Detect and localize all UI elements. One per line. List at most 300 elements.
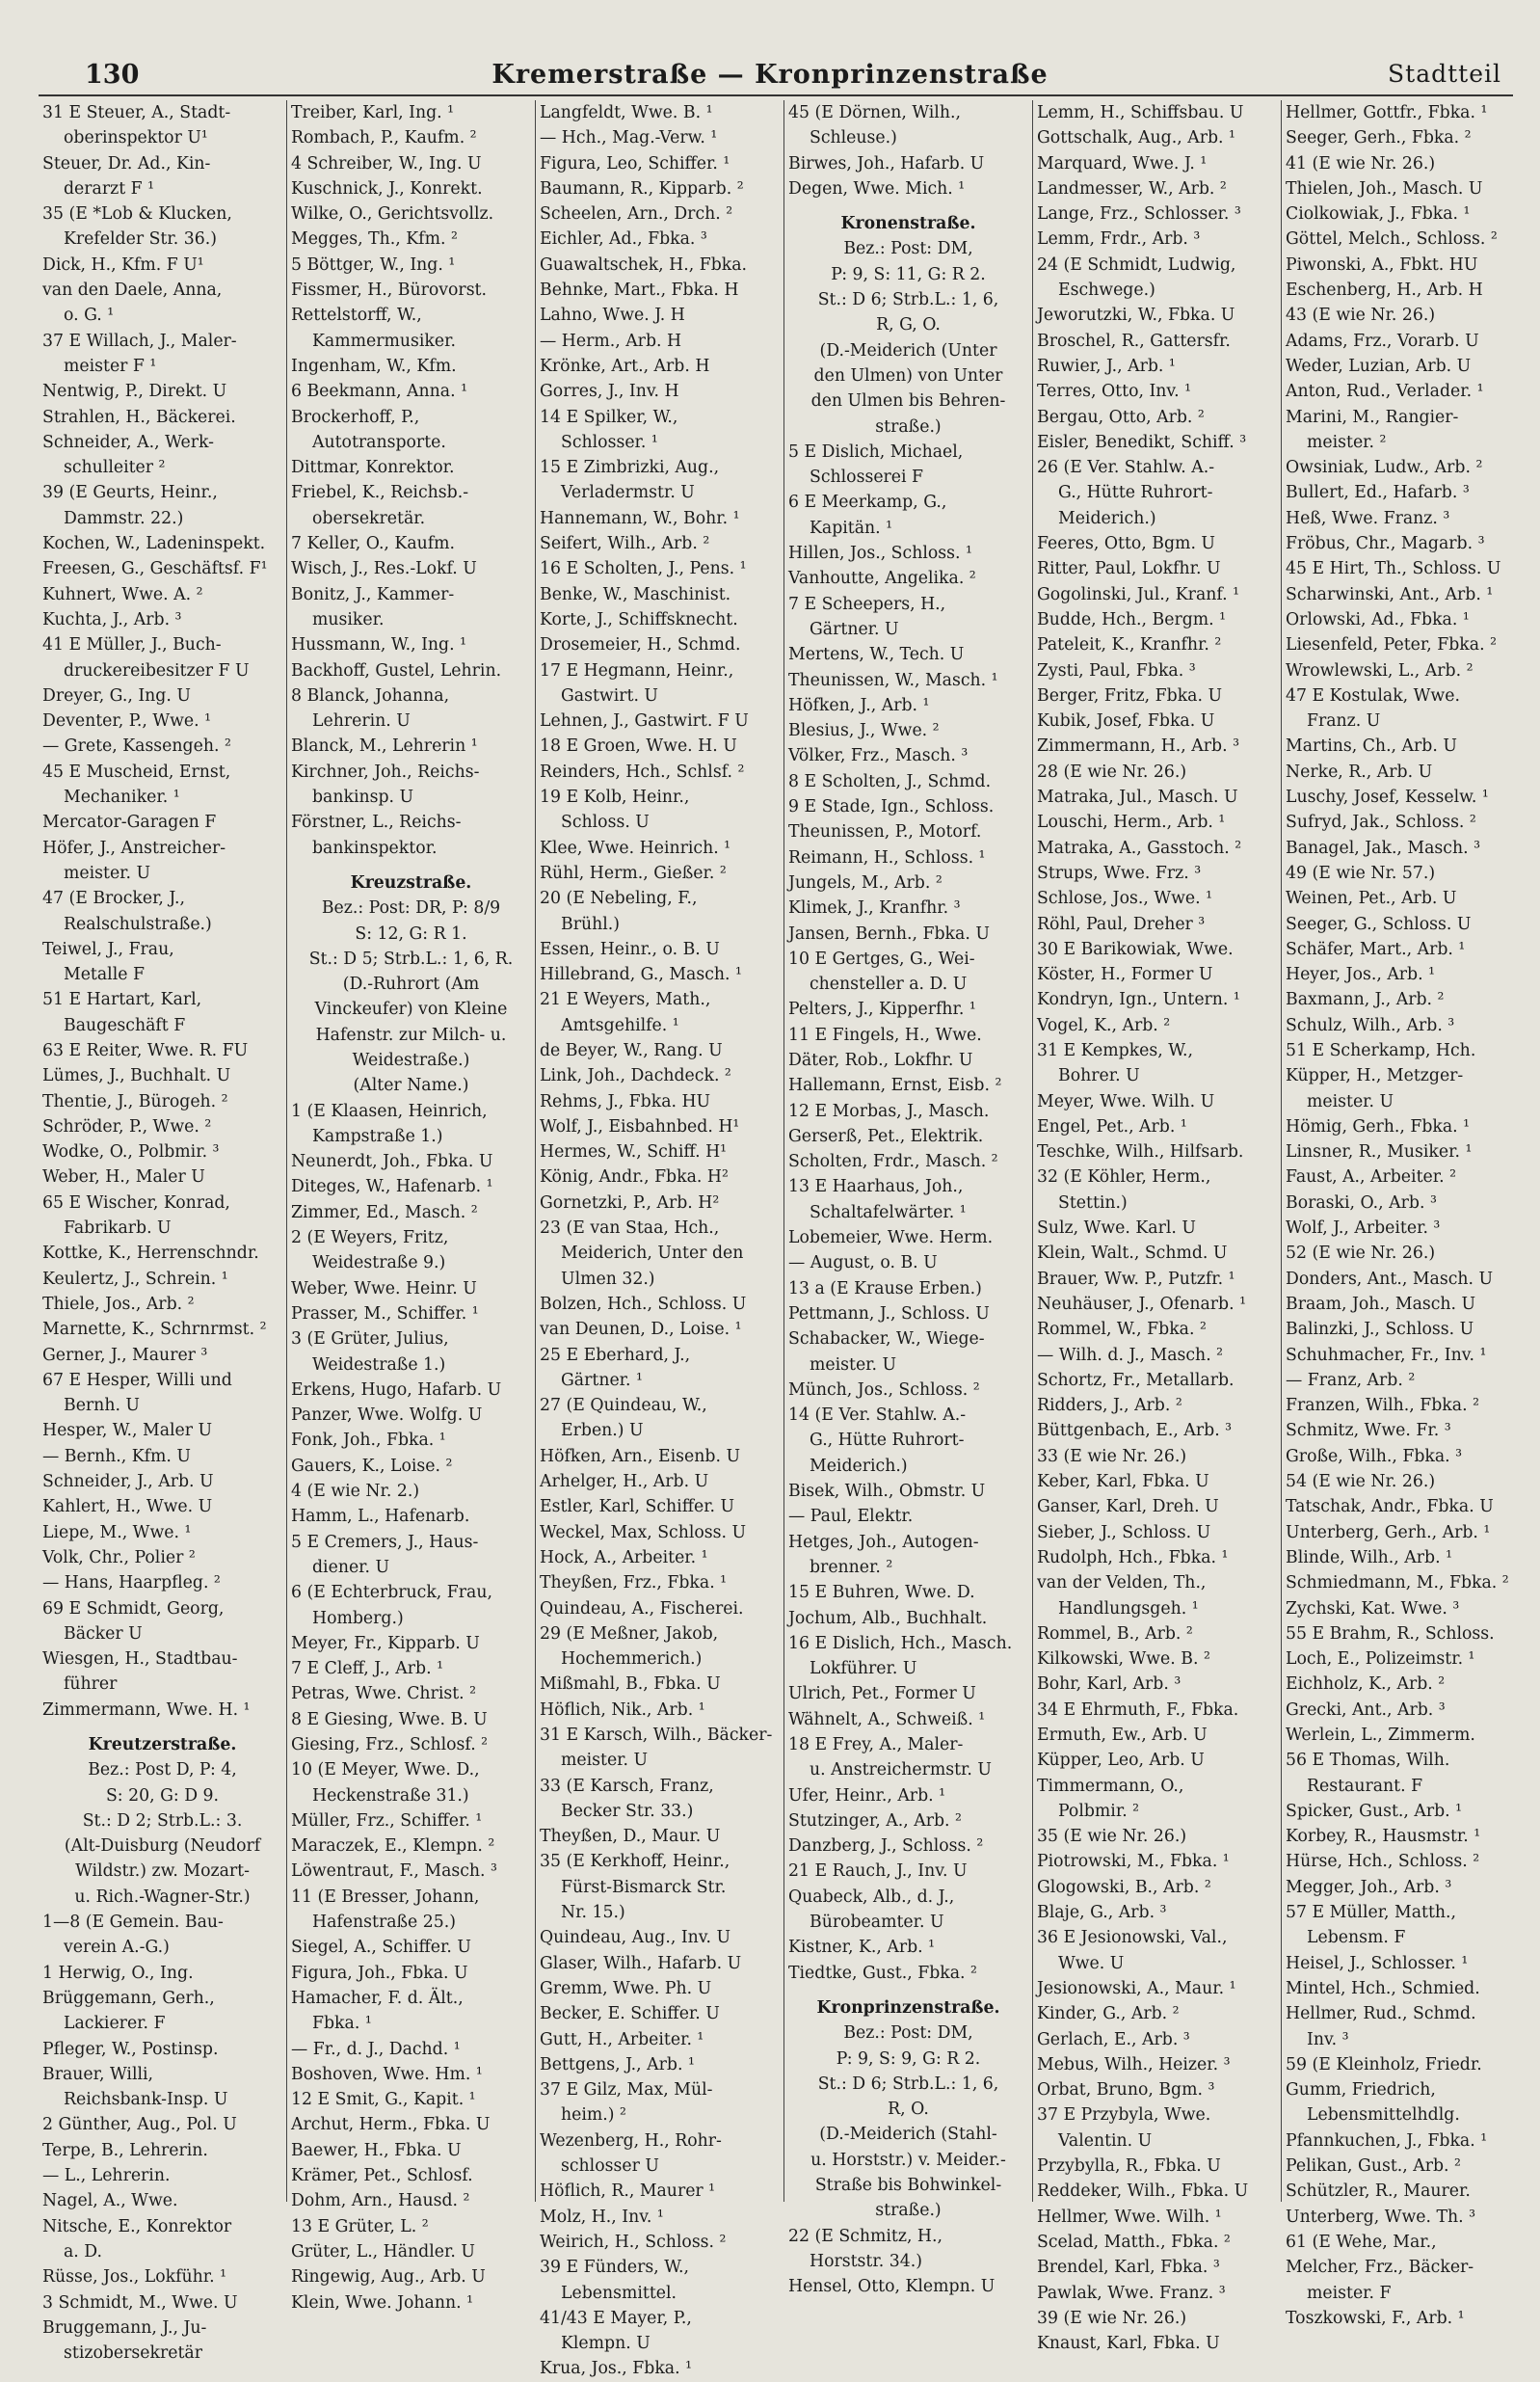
directory-entry-line: Schmiedmann, M., Fbka. ² — [1286, 1573, 1509, 1593]
directory-entry-line: Völker, Frz., Masch. ³ — [788, 746, 969, 766]
directory-entry-line: 45 E Hirt, Th., Schloss. U — [1286, 559, 1501, 579]
directory-entry-line: Scheelen, Arn., Drch. ² — [540, 204, 733, 225]
directory-entry-line: Reichsbank-Insp. U — [64, 2090, 228, 2110]
directory-entry-line: Rühl, Herm., Gießer. ² — [540, 863, 727, 883]
directory-entry-line: oberinspektor U¹ — [64, 128, 208, 148]
directory-entry-line: 51 E Scherkamp, Hch. — [1286, 1040, 1476, 1060]
directory-entry-line: Essen, Heinr., o. B. U — [540, 939, 720, 959]
directory-entry-line: Langfeldt, Wwe. B. ¹ — [540, 103, 713, 122]
directory-entry-line: Thentie, J., Bürogeh. ² — [42, 1091, 228, 1111]
directory-entry-line: Zychski, Kat. Wwe. ³ — [1286, 1598, 1460, 1619]
directory-entry-line: Louschi, Herm., Arb. ¹ — [1037, 813, 1226, 833]
directory-entry-line: 7 E Scheepers, H., — [788, 594, 946, 614]
directory-entry-line: Maraczek, E., Klempn. ² — [291, 1836, 495, 1857]
directory-entry-line: 33 (E Karsch, Franz, — [540, 1776, 714, 1796]
directory-entry-line: Brüggemann, Gerh., — [42, 1988, 215, 2008]
directory-entry-line: Köster, H., Former U — [1037, 965, 1213, 985]
directory-entry-line: Tiedtke, Gust., Fbka. ² — [788, 1963, 977, 1983]
directory-entry-line: 41 E Müller, J., Buch- — [42, 635, 222, 656]
directory-entry-line: 26 (E Ver. Stahlw. A.- — [1037, 458, 1215, 478]
directory-entry-line: Klimek, J., Kranfhr. ³ — [788, 898, 961, 919]
directory-entry-line: Melcher, Frz., Bäcker- — [1286, 2258, 1474, 2278]
directory-entry-line: Birwes, Joh., Hafarb. U — [788, 153, 985, 174]
directory-entry-line: Kinder, G., Arb. ² — [1037, 2004, 1180, 2024]
directory-entry-line: Gauers, K., Loise. ² — [291, 1456, 453, 1476]
directory-entry-line: 61 (E Wehe, Mar., — [1286, 2232, 1437, 2252]
directory-entry-line: — Franz, Arb. ² — [1286, 1370, 1416, 1390]
directory-entry-line: führer — [64, 1674, 118, 1695]
directory-entry-line: Matraka, A., Gasstoch. ² — [1037, 838, 1242, 858]
directory-entry-line: Reimann, H., Schloss. ¹ — [788, 847, 986, 868]
column-6 — [1282, 100, 1530, 2328]
directory-entry-line: Marquard, Wwe. J. ¹ — [1037, 153, 1208, 174]
directory-entry-line: Rüsse, Jos., Lokführ. ¹ — [42, 2267, 227, 2288]
directory-entry-line: Gastwirt. U — [561, 685, 658, 706]
directory-entry-line: Nentwig, P., Direkt. U — [42, 382, 227, 402]
directory-columns — [39, 100, 1532, 2379]
street-info-line: R, G, O. — [876, 315, 941, 335]
directory-entry-line: 3 Schmidt, M., Wwe. U — [42, 2292, 238, 2313]
directory-entry-line: Krönke, Art., Arb. H — [540, 356, 710, 376]
directory-entry-line: Blaje, G., Arb. ³ — [1037, 1903, 1167, 1923]
directory-entry-line: 54 (E wie Nr. 26.) — [1286, 1472, 1436, 1492]
directory-entry-line: Piwonski, A., Fbkt. HU — [1286, 254, 1478, 275]
directory-entry-line: 1—8 (E Gemein. Bau- — [42, 1913, 224, 1933]
directory-entry-line: Link, Joh., Dachdeck. ² — [540, 1066, 731, 1086]
directory-entry-line: Ruwier, J., Arb. ¹ — [1037, 356, 1176, 376]
directory-entry-line: Rombach, P., Kaufm. ² — [291, 128, 477, 148]
directory-entry-line: Scholten, Frdr., Masch. ² — [788, 1152, 998, 1172]
section-label: Stadtteil — [1388, 60, 1501, 88]
directory-entry-line: Schulz, Wilh., Arb. ³ — [1286, 1015, 1455, 1035]
directory-entry-line: Bernh. U — [64, 1396, 140, 1416]
directory-entry-line: Küpper, Leo, Arb. U — [1037, 1751, 1205, 1771]
directory-entry-line: Bruggemann, J., Ju- — [42, 2317, 207, 2338]
directory-entry-line: Petras, Wwe. Christ. ² — [291, 1684, 477, 1704]
directory-entry-line: Arhelger, H., Arb. U — [540, 1472, 709, 1492]
directory-entry-line: bankinsp. U — [312, 788, 414, 808]
directory-entry-line: meister. U — [64, 863, 151, 883]
directory-entry-line: Pfleger, W., Postinsp. — [42, 2039, 219, 2059]
directory-entry-line: Kuschnick, J., Konrekt. — [291, 178, 483, 199]
directory-entry-line: Weber, Wwe. Heinr. U — [291, 1278, 477, 1298]
directory-entry-line: Weirich, H., Schloss. ² — [540, 2232, 727, 2252]
directory-entry-line: Thielen, Joh., Masch. U — [1286, 178, 1483, 199]
directory-entry-line: Toszkowski, F., Arb. ¹ — [1286, 2308, 1465, 2328]
directory-entry-line: Höfken, J., Arb. ¹ — [788, 695, 930, 715]
directory-entry-line: Panzer, Wwe. Wolfg. U — [291, 1405, 483, 1426]
directory-entry-line: Heyer, Jos., Arb. ¹ — [1286, 965, 1436, 985]
directory-entry-line: — Fr., d. J., Dachd. ¹ — [291, 2039, 461, 2059]
directory-entry-line: Martins, Ch., Arb. U — [1286, 736, 1457, 757]
directory-entry-line: 12 E Morbas, J., Masch. — [788, 1101, 990, 1121]
directory-entry-line: Scelad, Matth., Fbka. ² — [1037, 2232, 1231, 2252]
directory-entry-line: Lebensmittel. — [561, 2283, 677, 2303]
directory-entry-line: 22 (E Schmitz, H., — [788, 2226, 943, 2246]
directory-entry-line: Hock, A., Arbeiter. ¹ — [540, 1547, 708, 1567]
directory-entry-line: Weder, Luzian, Arb. U — [1286, 356, 1472, 376]
directory-entry-line: Blinde, Wilh., Arb. ¹ — [1286, 1547, 1452, 1567]
directory-entry-line: Timmermann, O., — [1037, 1776, 1184, 1796]
directory-entry-line: 21 E Rauch, J., Inv. U — [788, 1861, 968, 1882]
directory-entry-line: 19 E Kolb, Heinr., — [540, 788, 690, 808]
directory-entry-line: Kuhnert, Wwe. A. ² — [42, 584, 203, 604]
directory-entry-line: Berger, Fritz, Fbka. U — [1037, 685, 1223, 706]
column-3 — [536, 100, 784, 2379]
directory-entry-line: Hafenstraße 25.) — [312, 1913, 456, 1933]
directory-entry-line: Wodke, O., Polbmir. ³ — [42, 1142, 220, 1163]
directory-entry-line: Wrowlewski, L., Arb. ² — [1286, 660, 1474, 681]
directory-entry-line: Klee, Wwe. Heinrich. ¹ — [540, 838, 731, 858]
street-info-line: den Ulmen) von Unter — [813, 365, 1003, 386]
directory-entry-line: Weidestraße 1.) — [312, 1354, 446, 1375]
directory-entry-line: Verladermstr. U — [561, 483, 695, 503]
directory-entry-line: Meyer, Wwe. Wilh. U — [1037, 1091, 1215, 1111]
directory-entry-line: Kahlert, H., Wwe. U — [42, 1497, 213, 1517]
directory-entry-line: Budde, Hch., Bergm. ¹ — [1037, 609, 1227, 629]
directory-entry-line: Gorres, J., Inv. H — [540, 382, 679, 402]
directory-entry-line: Vanhoutte, Angelika. ² — [788, 569, 976, 589]
directory-entry-line: 3 (E Grüter, Julius, — [291, 1329, 449, 1350]
directory-entry-line: Grecki, Ant., Arb. ³ — [1286, 1700, 1446, 1720]
street-info-line: u. Rich.-Wagner-Str.) — [74, 1887, 251, 1907]
directory-entry-line: 12 E Smit, G., Kapit. ¹ — [291, 2090, 476, 2110]
street-info-line: straße.) — [875, 2201, 942, 2221]
directory-entry-line: Däter, Rob., Lokfhr. U — [788, 1050, 973, 1070]
directory-entry-line: — Hch., Mag.-Verw. ¹ — [540, 128, 718, 148]
directory-entry-line: 37 E Willach, J., Maler- — [42, 331, 237, 351]
directory-entry-line: 7 Keller, O., Kaufm. — [291, 534, 456, 554]
directory-entry-line: Archut, Herm., Fbka. U — [291, 2115, 491, 2135]
directory-entry-line: Schmitz, Wwe. Fr. ³ — [1286, 1421, 1451, 1441]
directory-entry-line: 31 E Karsch, Wilh., Bäcker- — [540, 1726, 773, 1745]
directory-entry-line: Heß, Wwe. Franz. ³ — [1286, 508, 1450, 528]
directory-entry-line: Homberg.) — [312, 1608, 404, 1628]
directory-entry-line: u. Anstreichermstr. U — [810, 1760, 992, 1780]
directory-entry-line: Thiele, Jos., Arb. ² — [42, 1294, 195, 1314]
directory-entry-line: Nitsche, E., Konrektor — [42, 2216, 232, 2236]
directory-entry-line: 10 E Gertges, G., Wei- — [788, 949, 975, 969]
directory-entry-line: Rudolph, Hch., Fbka. ¹ — [1037, 1547, 1229, 1567]
directory-entry-line: Glaser, Wilh., Hafarb. U — [540, 1953, 742, 1973]
street-info-line: (D.-Meiderich (Unter — [819, 340, 997, 361]
directory-entry-line: Förstner, L., Reichs- — [291, 813, 462, 833]
directory-entry-line: Fürst-Bismarck Str. — [561, 1877, 727, 1897]
directory-entry-line: Hetges, Joh., Autogen- — [788, 1532, 979, 1552]
directory-entry-line: Pettmann, J., Schloss. U — [788, 1303, 990, 1324]
directory-entry-line: Schabacker, W., Wiege- — [788, 1329, 985, 1350]
directory-entry-line: Gutt, H., Arbeiter. ¹ — [540, 2029, 704, 2049]
directory-entry-line: Gumm, Friedrich, — [1286, 2080, 1436, 2101]
directory-entry-line: Strahlen, H., Bäckerei. — [42, 407, 236, 427]
directory-entry-line: Eichler, Ad., Fbka. ³ — [540, 229, 707, 250]
directory-entry-line: Krefelder Str. 36.) — [64, 229, 217, 250]
directory-entry-line: Volk, Chr., Polier ² — [42, 1547, 196, 1567]
directory-entry-line: Przybylla, R., Fbka. U — [1037, 2156, 1221, 2177]
directory-entry-line: Höflich, R., Maurer ¹ — [540, 2181, 716, 2202]
directory-entry-line: Strups, Wwe. Frz. ³ — [1037, 863, 1202, 883]
directory-entry-line: Hömig, Gerh., Fbka. ¹ — [1286, 1116, 1471, 1137]
directory-entry-line: 11 (E Bresser, Johann, — [291, 1887, 480, 1907]
directory-entry-line: Zimmermann, Wwe. H. ¹ — [42, 1700, 251, 1720]
directory-entry-line: Molz, H., Inv. ¹ — [540, 2207, 664, 2227]
directory-entry-line: druckereibesitzer F U — [64, 660, 250, 681]
directory-entry-line: Eichholz, K., Arb. ² — [1286, 1674, 1446, 1695]
directory-entry-line: Fissmer, H., Bürovorst. — [291, 281, 487, 301]
directory-entry-line: Lümes, J., Buchhalt. U — [42, 1066, 231, 1086]
directory-entry-line: Küpper, H., Metzger- — [1286, 1066, 1464, 1086]
directory-entry-line: Polbmir. ² — [1058, 1801, 1140, 1821]
directory-entry-line: Grüter, L., Händler. U — [291, 2241, 475, 2262]
directory-entry-line: Prasser, M., Schiffer. ¹ — [291, 1303, 479, 1324]
directory-entry-line: Franz. U — [1307, 711, 1381, 732]
directory-entry-line: Lemm, Frdr., Arb. ³ — [1037, 229, 1201, 250]
directory-entry-line: — Bernh., Kfm. U — [42, 1446, 191, 1466]
street-info-line: Bez.: Post: DM, — [843, 2023, 973, 2044]
directory-entry-line: Glogowski, B., Arb. ² — [1037, 1877, 1211, 1897]
directory-entry-line: 37 E Gilz, Max, Mül- — [540, 2080, 713, 2101]
directory-entry-line: 35 (E Kerkhoff, Heinr., — [540, 1852, 730, 1872]
directory-entry-line: König, Andr., Fbka. H² — [540, 1167, 729, 1188]
directory-entry-line: Gornetzki, P., Arb. H² — [540, 1192, 720, 1213]
directory-entry-line: 27 (E Quindeau, W., — [540, 1396, 707, 1416]
directory-entry-line: Amtsgehilfe. ¹ — [561, 1015, 679, 1035]
directory-entry-line: 20 (E Nebeling, F., — [540, 889, 698, 909]
directory-entry-line: Pfannkuchen, J., Fbka. ¹ — [1286, 2130, 1488, 2151]
directory-entry-line: Pelikan, Gust., Arb. ² — [1286, 2156, 1461, 2177]
directory-entry-line: Neunerdt, Joh., Fbka. U — [291, 1152, 493, 1172]
directory-entry-line: Brendel, Karl, Fbka. ³ — [1037, 2258, 1220, 2278]
directory-entry-line: Schuhmacher, Fr., Inv. ¹ — [1286, 1345, 1487, 1365]
directory-entry-line: 5 Böttger, W., Ing. ¹ — [291, 254, 456, 275]
street-info-line: Vinckeufer) von Kleine — [314, 1000, 508, 1020]
directory-entry-line: Jesionowski, A., Maur. ¹ — [1037, 1978, 1236, 1998]
directory-entry-line: Dick, H., Kfm. F U¹ — [42, 254, 204, 275]
directory-entry-line: van Deunen, D., Loise. ¹ — [540, 1320, 742, 1340]
directory-entry-line: Bolzen, Hch., Schloss. U — [540, 1294, 747, 1314]
directory-entry-line: Nagel, A., Wwe. — [42, 2191, 178, 2211]
directory-entry-line: Engel, Pet., Arb. ¹ — [1037, 1116, 1187, 1137]
directory-entry-line: 52 (E wie Nr. 26.) — [1286, 1244, 1436, 1264]
directory-entry-line: Kondryn, Ign., Untern. ¹ — [1037, 990, 1240, 1010]
directory-entry-line: Ulrich, Pet., Former U — [788, 1684, 976, 1704]
directory-entry-line: 5 E Cremers, J., Haus- — [291, 1532, 479, 1552]
directory-entry-line: Hellmer, Gottfr., Fbka. ¹ — [1286, 103, 1488, 122]
directory-entry-line: schlosser U — [561, 2156, 659, 2177]
directory-entry-line: de Beyer, W., Rang. U — [540, 1040, 723, 1060]
directory-entry-line: Große, Wilh., Fbka. ³ — [1286, 1446, 1463, 1466]
directory-entry-line: Feeres, Otto, Bgm. U — [1037, 534, 1215, 554]
directory-entry-line: Boshoven, Wwe. Hm. ¹ — [291, 2064, 483, 2084]
directory-entry-line: Zimmer, Ed., Masch. ² — [291, 1202, 478, 1222]
directory-entry-line: Jochum, Alb., Buchhalt. — [788, 1608, 988, 1628]
directory-entry-line: meister. F — [1307, 2283, 1392, 2303]
directory-entry-line: Piotrowski, M., Fbka. ¹ — [1037, 1852, 1230, 1872]
directory-entry-line: Blesius, J., Wwe. ² — [788, 721, 940, 741]
directory-entry-line: Mercator-Garagen F — [42, 813, 217, 833]
directory-entry-line: Schlosserei F — [810, 468, 924, 488]
directory-entry-line: Zimmermann, H., Arb. ³ — [1037, 736, 1239, 757]
directory-entry-line: Lange, Frz., Schlosser. ³ — [1037, 204, 1241, 225]
directory-entry-line: Kammermusiker. — [312, 331, 456, 351]
directory-entry-line: Nerke, R., Arb. U — [1286, 762, 1433, 782]
directory-entry-line: Lebensm. F — [1307, 1928, 1406, 1948]
directory-entry-line: Höflich, Nik., Arb. ¹ — [540, 1700, 705, 1720]
directory-entry-line: Gärtner. ¹ — [561, 1370, 643, 1390]
directory-entry-line: Weidestraße 9.) — [312, 1253, 446, 1273]
directory-entry-line: Sufryd, Jak., Schloss. ² — [1286, 813, 1476, 833]
directory-entry-line: o. G. ¹ — [64, 306, 115, 326]
directory-entry-line: Hermes, W., Schiff. H¹ — [540, 1142, 728, 1163]
directory-entry-line: Reddeker, Wilh., Fbka. U — [1037, 2181, 1249, 2202]
directory-entry-line: 39 (E Geurts, Heinr., — [42, 483, 218, 503]
page-number: 130 — [85, 60, 140, 90]
directory-entry-line: 25 E Eberhard, J., — [540, 1345, 691, 1365]
directory-entry-line: Kilkowski, Wwe. B. ² — [1037, 1649, 1210, 1670]
directory-entry-line: Fabrikarb. U — [64, 1218, 172, 1239]
directory-entry-line: Stettin.) — [1058, 1192, 1128, 1213]
directory-entry-line: Schneider, J., Arb. U — [42, 1472, 214, 1492]
directory-entry-line: 8 E Scholten, J., Schmd. — [788, 771, 992, 791]
directory-entry-line: Bergau, Otto, Arb. ² — [1037, 407, 1205, 427]
street-info-line: P: 9, S: 11, G: R 2. — [831, 264, 986, 284]
directory-entry-line: 1 Herwig, O., Ing. — [42, 1963, 194, 1983]
directory-entry-line: Lahno, Wwe. J. H — [540, 306, 685, 326]
directory-entry-line: Scharwinski, Ant., Arb. ¹ — [1286, 584, 1494, 604]
directory-entry-line: diener. U — [312, 1557, 390, 1577]
directory-entry-line: Dreyer, G., Ing. U — [42, 685, 191, 706]
directory-entry-line: 57 E Müller, Matth., — [1286, 1903, 1457, 1923]
directory-entry-line: Klein, Wwe. Johann. ¹ — [291, 2292, 474, 2313]
street-info-line: St.: D 2; Strb.L.: 3. — [82, 1810, 243, 1831]
directory-entry-line: brenner. ² — [810, 1557, 893, 1577]
street-info-line: St.: D 6; Strb.L.: 1, 6, — [817, 2074, 999, 2094]
directory-entry-line: Bürobeamter. U — [810, 1913, 944, 1933]
directory-entry-line: Neuhäuser, J., Ofenarb. ¹ — [1037, 1294, 1247, 1314]
directory-entry-line: Spicker, Gust., Arb. ¹ — [1286, 1801, 1463, 1821]
directory-entry-line: Rommel, B., Arb. ² — [1037, 1623, 1193, 1644]
directory-entry-line: Lebensmittelhdlg. — [1307, 2105, 1460, 2126]
directory-entry-line: Theunissen, W., Masch. ¹ — [788, 670, 998, 690]
directory-entry-line: chensteller a. D. U — [810, 975, 968, 995]
directory-entry-line: 59 (E Kleinholz, Friedr. — [1286, 2054, 1482, 2074]
directory-entry-line: 13 E Haarhaus, Joh., — [788, 1177, 964, 1197]
directory-entry-line: 4 Schreiber, W., Ing. U — [291, 153, 482, 174]
directory-entry-line: 35 (E wie Nr. 26.) — [1037, 1827, 1187, 1847]
directory-entry-line: Wolf, J., Eisbahnbed. H¹ — [540, 1116, 740, 1137]
directory-entry-line: 14 E Spilker, W., — [540, 407, 678, 427]
directory-entry-line: Meiderich.) — [810, 1456, 908, 1476]
directory-entry-line: 7 E Cleff, J., Arb. ¹ — [291, 1659, 444, 1679]
directory-entry-line: Hellmer, Rud., Schmd. — [1286, 2004, 1476, 2024]
directory-entry-line: Kochen, W., Ladeninspekt. — [42, 534, 266, 554]
directory-entry-line: Owsiniak, Ludw., Arb. ² — [1286, 458, 1483, 478]
directory-entry-line: Kuchta, J., Arb. ³ — [42, 609, 182, 629]
directory-entry-line: Backhoff, Gustel, Lehrin. — [291, 660, 502, 681]
directory-entry-line: Metalle F — [64, 965, 145, 985]
directory-entry-line: Ciolkowiak, J., Fbka. ¹ — [1286, 204, 1471, 225]
directory-entry-line: Röhl, Paul, Dreher ³ — [1037, 914, 1206, 934]
directory-entry-line: stizobersekretär — [64, 2343, 202, 2364]
directory-entry-line: 13 E Grüter, L. ² — [291, 2216, 429, 2236]
directory-entry-line: Schlosser. ¹ — [561, 432, 658, 452]
directory-entry-line: Kapitän. ¹ — [810, 518, 893, 538]
directory-entry-line: Eschenberg, H., Arb. H — [1286, 281, 1483, 301]
directory-entry-line: Ingenham, W., Kfm. — [291, 356, 457, 376]
directory-entry-line: Hannemann, W., Bohr. ¹ — [540, 508, 740, 528]
directory-entry-line: Franzen, Wilh., Fbka. ² — [1286, 1396, 1479, 1416]
directory-entry-line: Estler, Karl, Schiffer. U — [540, 1497, 735, 1517]
directory-entry-line: van der Velden, Th., — [1037, 1573, 1207, 1593]
directory-entry-line: Hillen, Jos., Schloss. ¹ — [788, 544, 972, 564]
directory-entry-line: Vogel, K., Arb. ² — [1037, 1015, 1171, 1035]
directory-entry-line: Kistner, K., Arb. ¹ — [788, 1938, 936, 1958]
directory-entry-line: Wwe. U — [1058, 1953, 1125, 1973]
directory-entry-line: meister. U — [810, 1354, 897, 1375]
directory-entry-line: Hensel, Otto, Klempn. U — [788, 2277, 996, 2297]
directory-entry-line: Kampstraße 1.) — [312, 1126, 443, 1146]
directory-entry-line: Lobemeier, Wwe. Herm. — [788, 1228, 994, 1248]
directory-entry-line: Brühl.) — [561, 914, 620, 934]
directory-entry-line: Hesper, W., Maler U — [42, 1421, 213, 1441]
directory-entry-line: Horststr. 34.) — [810, 2251, 922, 2271]
directory-entry-line: 18 E Frey, A., Maler- — [788, 1735, 964, 1754]
directory-entry-line: — Wilh. d. J., Masch. ² — [1037, 1345, 1224, 1365]
directory-entry-line: Bullert, Ed., Hafarb. ³ — [1286, 483, 1470, 503]
street-info-line: P: 9, S: 9, G: R 2. — [836, 2048, 981, 2069]
directory-entry-line: Deventer, P., Wwe. ¹ — [42, 711, 212, 732]
directory-entry-line: Hussmann, W., Ing. ¹ — [291, 635, 467, 656]
directory-entry-line: Teiwel, J., Frau, — [42, 939, 174, 959]
directory-entry-line: Klempn. U — [561, 2334, 651, 2354]
directory-entry-line: Pateleit, K., Kranfhr. ² — [1037, 635, 1222, 656]
directory-entry-line: Theyßen, Frz., Fbka. ¹ — [540, 1573, 728, 1593]
directory-entry-line: Schäfer, Mart., Arb. ¹ — [1286, 939, 1466, 959]
directory-entry-line: Luschy, Josef, Kesselw. ¹ — [1286, 788, 1489, 808]
directory-entry-line: — L., Lehrerin. — [42, 2166, 171, 2186]
directory-entry-line: Lackierer. F — [64, 2014, 166, 2034]
directory-entry-line: — August, o. B. U — [788, 1253, 938, 1273]
directory-entry-line: Donders, Ant., Masch. U — [1286, 1269, 1494, 1289]
directory-entry-line: Gogolinski, Jul., Kranf. ¹ — [1037, 584, 1240, 604]
column-1 — [39, 100, 287, 2364]
directory-entry-line: Schützler, R., Maurer. — [1286, 2181, 1471, 2202]
directory-entry-line: van den Daele, Anna, — [42, 281, 223, 301]
directory-entry-line: Kubik, Josef, Fbka. U — [1037, 711, 1215, 732]
directory-entry-line: Loch, E., Polizeimstr. ¹ — [1286, 1649, 1475, 1670]
directory-entry-line: Hellmer, Wwe. Wilh. ¹ — [1037, 2207, 1222, 2227]
directory-entry-line: Faust, A., Arbeiter. ² — [1286, 1167, 1457, 1188]
directory-entry-line: Hillebrand, G., Masch. ¹ — [540, 965, 742, 985]
directory-entry-line: Wähnelt, A., Schweiß. ¹ — [788, 1709, 986, 1729]
directory-entry-line: Bisek, Wilh., Obmstr. U — [788, 1482, 986, 1502]
directory-entry-line: Fröbus, Chr., Magarb. ³ — [1286, 534, 1485, 554]
directory-entry-line: Bohr, Karl, Arb. ³ — [1037, 1674, 1182, 1695]
directory-entry-line: Jansen, Bernh., Fbka. U — [788, 923, 990, 944]
street-info-line: Straße bis Bohwinkel- — [814, 2176, 1002, 2196]
directory-entry-line: Diteges, W., Hafenarb. ¹ — [291, 1177, 493, 1197]
directory-entry-line: Realschulstraße.) — [64, 914, 212, 934]
directory-entry-line: Ufer, Heinr., Arb. ¹ — [788, 1785, 946, 1806]
directory-entry-line: meister. U — [1307, 1091, 1394, 1111]
directory-entry-line: Balinzki, J., Schloss. U — [1286, 1320, 1474, 1340]
street-info-line: S: 20, G: D 9. — [105, 1785, 220, 1806]
directory-entry-line: Baewer, H., Fbka. U — [291, 2140, 462, 2160]
directory-entry-line: Höfer, J., Anstreicher- — [42, 838, 226, 858]
directory-entry-line: 45 E Muscheid, Ernst, — [42, 762, 231, 782]
street-heading: Kreutzerstraße. — [88, 1735, 237, 1754]
directory-entry-line: 43 (E wie Nr. 26.) — [1286, 306, 1436, 326]
